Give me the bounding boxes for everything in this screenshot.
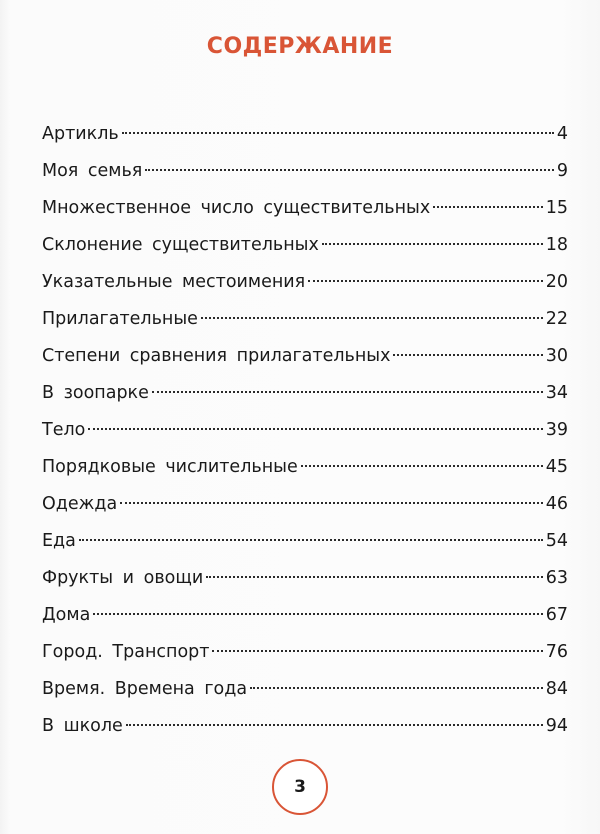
toc-entry-title: Дома bbox=[42, 605, 91, 625]
toc-entry-title: Тело bbox=[42, 420, 86, 440]
toc-entry-page: 30 bbox=[545, 346, 568, 366]
toc-entry[interactable] bbox=[42, 671, 568, 708]
toc-entry-title: Время. Времена года bbox=[42, 679, 248, 699]
toc-entry[interactable] bbox=[42, 264, 568, 301]
toc-entry-page: 63 bbox=[545, 568, 568, 588]
dot-leader bbox=[212, 650, 542, 652]
toc-entry-page: 15 bbox=[545, 198, 568, 218]
toc-entry-page: 18 bbox=[545, 235, 568, 255]
toc-entry-page: 39 bbox=[545, 420, 568, 440]
toc-entry-page: 20 bbox=[545, 272, 568, 292]
toc-entry[interactable] bbox=[42, 338, 568, 375]
dot-leader bbox=[93, 613, 542, 615]
toc-entry-title: Город. Транспорт bbox=[42, 642, 210, 662]
dot-leader bbox=[126, 724, 543, 726]
toc-entry-page: 94 bbox=[545, 716, 568, 736]
toc-entry-title: Одежда bbox=[42, 494, 118, 514]
toc-entry[interactable] bbox=[42, 412, 568, 449]
toc-entry-page: 4 bbox=[556, 124, 568, 144]
toc-entry-page: 9 bbox=[556, 161, 568, 181]
toc-entry-page: 46 bbox=[545, 494, 568, 514]
toc-entry[interactable] bbox=[42, 116, 568, 153]
dot-leader bbox=[120, 502, 542, 504]
toc-entry-title: Фрукты и овощи bbox=[42, 568, 204, 588]
table-of-contents bbox=[42, 116, 568, 745]
dot-leader bbox=[201, 317, 543, 319]
toc-entry-title: Артикль bbox=[42, 124, 119, 144]
toc-entry[interactable] bbox=[42, 597, 568, 634]
dot-leader bbox=[322, 243, 543, 245]
toc-entry-page: 45 bbox=[545, 457, 568, 477]
toc-entry-title: Прилагательные bbox=[42, 309, 198, 329]
dot-leader bbox=[250, 687, 543, 689]
toc-entry-title: Порядковые числительные bbox=[42, 457, 298, 477]
toc-entry[interactable] bbox=[42, 375, 568, 412]
toc-entry[interactable] bbox=[42, 708, 568, 745]
dot-leader bbox=[79, 539, 543, 541]
toc-entry-title: Моя семья bbox=[42, 161, 143, 181]
dot-leader bbox=[301, 465, 543, 467]
dot-leader bbox=[308, 280, 543, 282]
toc-entry[interactable] bbox=[42, 523, 568, 560]
toc-entry-page: 76 bbox=[545, 642, 568, 662]
toc-entry[interactable] bbox=[42, 190, 568, 227]
toc-entry[interactable] bbox=[42, 634, 568, 671]
dot-leader bbox=[145, 169, 554, 171]
dot-leader bbox=[393, 354, 542, 356]
toc-entry-title: В зоопарке bbox=[42, 383, 149, 403]
toc-entry[interactable] bbox=[42, 449, 568, 486]
toc-entry-title: Еда bbox=[42, 531, 76, 551]
toc-entry[interactable] bbox=[42, 227, 568, 264]
toc-entry-page: 22 bbox=[545, 309, 568, 329]
page-title: СОДЕРЖАНИЕ bbox=[206, 34, 394, 59]
toc-entry[interactable] bbox=[42, 560, 568, 597]
toc-entry-page: 84 bbox=[545, 679, 568, 699]
toc-entry-page: 54 bbox=[545, 531, 568, 551]
toc-entry-page: 34 bbox=[545, 383, 568, 403]
toc-entry-title: Степени сравнения прилагательных bbox=[42, 346, 391, 366]
toc-entry[interactable] bbox=[42, 301, 568, 338]
toc-entry-title: Склонение существительных bbox=[42, 235, 319, 255]
toc-entry-page: 67 bbox=[545, 605, 568, 625]
dot-leader bbox=[152, 391, 543, 393]
toc-entry-title: Множественное число существительных bbox=[42, 198, 431, 218]
dot-leader bbox=[88, 428, 542, 430]
dot-leader bbox=[122, 132, 554, 134]
toc-entry-title: В школе bbox=[42, 716, 123, 736]
dot-leader bbox=[206, 576, 543, 578]
dot-leader bbox=[433, 206, 543, 208]
toc-entry[interactable] bbox=[42, 486, 568, 523]
toc-entry-title: Указательные местоимения bbox=[42, 272, 306, 292]
toc-entry[interactable] bbox=[42, 153, 568, 190]
page-number-badge: 3 bbox=[272, 759, 328, 815]
